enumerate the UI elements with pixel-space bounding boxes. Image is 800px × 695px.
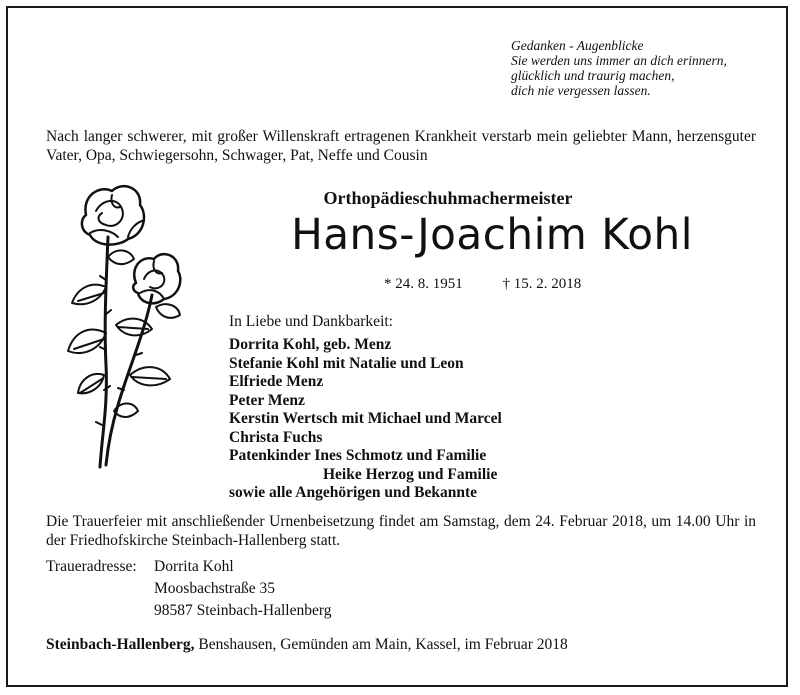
mourner: Kerstin Wertsch mit Michael und Marcel <box>229 410 502 427</box>
footer-rest: Benshausen, Gemünden am Main, Kassel, im Februar 2018 <box>194 636 568 653</box>
mourner: sowie alle Angehörigen und Bekannte <box>229 484 478 501</box>
mourner: Dorrita Kohl, geb. Menz <box>229 336 392 353</box>
poem <box>511 38 727 98</box>
poem-line: Sie werden uns immer an dich erinnern, <box>511 53 727 68</box>
death-date: † 15. 2. 2018 <box>502 276 582 292</box>
rose-icon <box>56 175 216 475</box>
address-street: Moosbachstraße 35 <box>154 580 275 597</box>
mourner: Heike Herzog und Familie <box>323 465 498 483</box>
poem-line: glücklich und traurig machen, <box>511 68 675 83</box>
life-dates <box>384 276 581 293</box>
mourning-address <box>46 556 332 622</box>
address-city: 98587 Steinbach-Hallenberg <box>154 602 332 619</box>
mourner: Christa Fuchs <box>229 428 323 446</box>
mourner: Stefanie Kohl mit Natalie und Leon <box>229 354 464 372</box>
profession-title: Orthopädieschuhmachermeister <box>323 188 573 208</box>
birth-date: * 24. 8. 1951 <box>384 276 463 292</box>
poem-line: Gedanken - Augenblicke <box>511 38 644 53</box>
address-name: Dorrita Kohl <box>154 558 234 575</box>
address-label: Traueradresse: <box>46 558 137 575</box>
mourner: Elfriede Menz <box>229 373 324 390</box>
intro-text: Nach langer schwerer, mit großer Willenskraft ertragenen Krankheit verstarb mein geliebter Mann, herzensguter Vater, Opa, Schwiegersohn, Schwager, Pat, Neffe und Cousin <box>46 128 756 164</box>
mourner: Peter Menz <box>229 391 305 409</box>
mourner: Patenkinder Ines Schmotz und Familie <box>229 447 487 464</box>
deceased-name: Hans-Joachim Kohl <box>291 210 693 260</box>
footer-places <box>46 636 568 654</box>
mourners-list <box>229 336 502 503</box>
footer-bold-place: Steinbach-Hallenberg, <box>46 636 195 653</box>
service-text: Die Trauerfeier mit anschließender Urnenbeisetzung findet am Samstag, dem 24. Februar 2018, um 14.00 Uhr in der Friedhofskirche Steinbach-Hallenberg statt. <box>46 513 756 549</box>
poem-line: dich nie vergessen lassen. <box>511 83 651 98</box>
love-line: In Liebe und Dankbarkeit: <box>229 313 393 330</box>
